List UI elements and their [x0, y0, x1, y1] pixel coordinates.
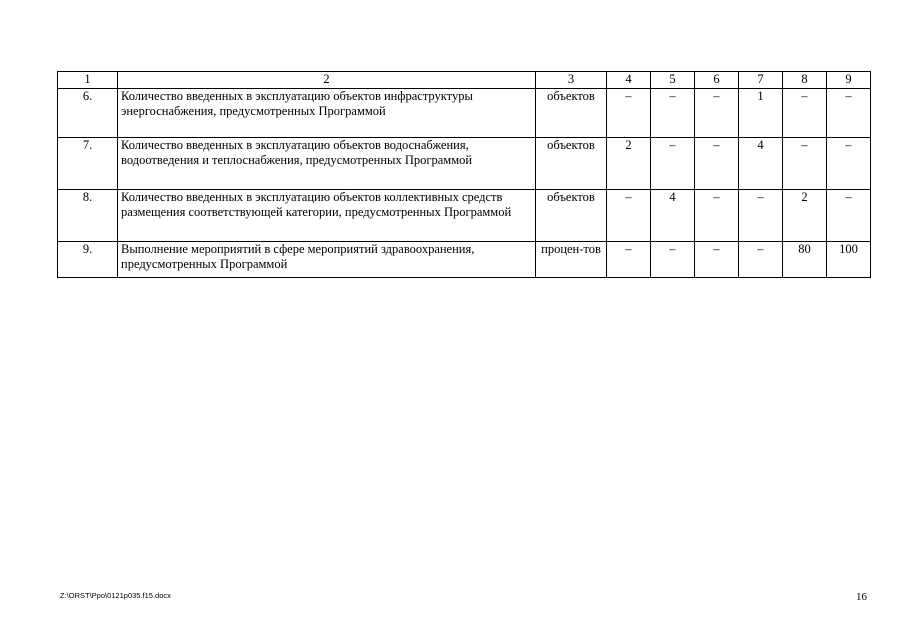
- header-cell: 8: [783, 72, 827, 89]
- row-number: 6.: [58, 89, 118, 138]
- document-path: Z:\ORST\Ppo\0121p035.f15.docx: [60, 591, 171, 600]
- value-cell: –: [607, 242, 651, 278]
- value-cell: –: [695, 89, 739, 138]
- table-row: [58, 242, 871, 278]
- header-cell: 5: [651, 72, 695, 89]
- value-cell: –: [651, 89, 695, 138]
- value-cell: –: [651, 138, 695, 190]
- unit-cell: процен-тов: [536, 242, 607, 278]
- value-cell: 4: [651, 190, 695, 242]
- indicators-table: [57, 71, 871, 278]
- value-cell: –: [739, 242, 783, 278]
- header-cell: 6: [695, 72, 739, 89]
- value-cell: 80: [783, 242, 827, 278]
- value-cell: –: [783, 138, 827, 190]
- row-number: 9.: [58, 242, 118, 278]
- page-number: 16: [856, 591, 867, 603]
- row-number: 7.: [58, 138, 118, 190]
- unit-cell: объектов: [536, 138, 607, 190]
- value-cell: –: [695, 190, 739, 242]
- unit-cell: объектов: [536, 190, 607, 242]
- value-cell: –: [739, 190, 783, 242]
- header-cell: 7: [739, 72, 783, 89]
- indicator-name: Количество введенных в эксплуатацию объектов коллективных средств размещения соответствующей категории, предусмотренных Программой: [118, 190, 536, 242]
- value-cell: 4: [739, 138, 783, 190]
- header-cell: 2: [118, 72, 536, 89]
- table-row: [58, 190, 871, 242]
- value-cell: 1: [739, 89, 783, 138]
- indicator-name: Количество введенных в эксплуатацию объектов водоснабжения, водоотведения и теплоснабжения, предусмотренных Программой: [118, 138, 536, 190]
- indicator-name: Количество введенных в эксплуатацию объектов инфраструктуры энергоснабжения, предусмотренных Программой: [118, 89, 536, 138]
- header-cell: 3: [536, 72, 607, 89]
- unit-cell: объектов: [536, 89, 607, 138]
- value-cell: –: [695, 242, 739, 278]
- indicator-name: Выполнение мероприятий в сфере мероприятий здравоохранения, предусмотренных Программой: [118, 242, 536, 278]
- table-row: [58, 89, 871, 138]
- row-number: 8.: [58, 190, 118, 242]
- value-cell: –: [607, 190, 651, 242]
- value-cell: –: [695, 138, 739, 190]
- value-cell: 2: [607, 138, 651, 190]
- header-cell: 1: [58, 72, 118, 89]
- header-cell: 4: [607, 72, 651, 89]
- value-cell: 100: [827, 242, 871, 278]
- value-cell: –: [827, 138, 871, 190]
- value-cell: –: [651, 242, 695, 278]
- value-cell: –: [783, 89, 827, 138]
- value-cell: –: [827, 190, 871, 242]
- table-row: [58, 138, 871, 190]
- header-cell: 9: [827, 72, 871, 89]
- value-cell: 2: [783, 190, 827, 242]
- table-header-row: [58, 72, 871, 89]
- value-cell: –: [827, 89, 871, 138]
- value-cell: –: [607, 89, 651, 138]
